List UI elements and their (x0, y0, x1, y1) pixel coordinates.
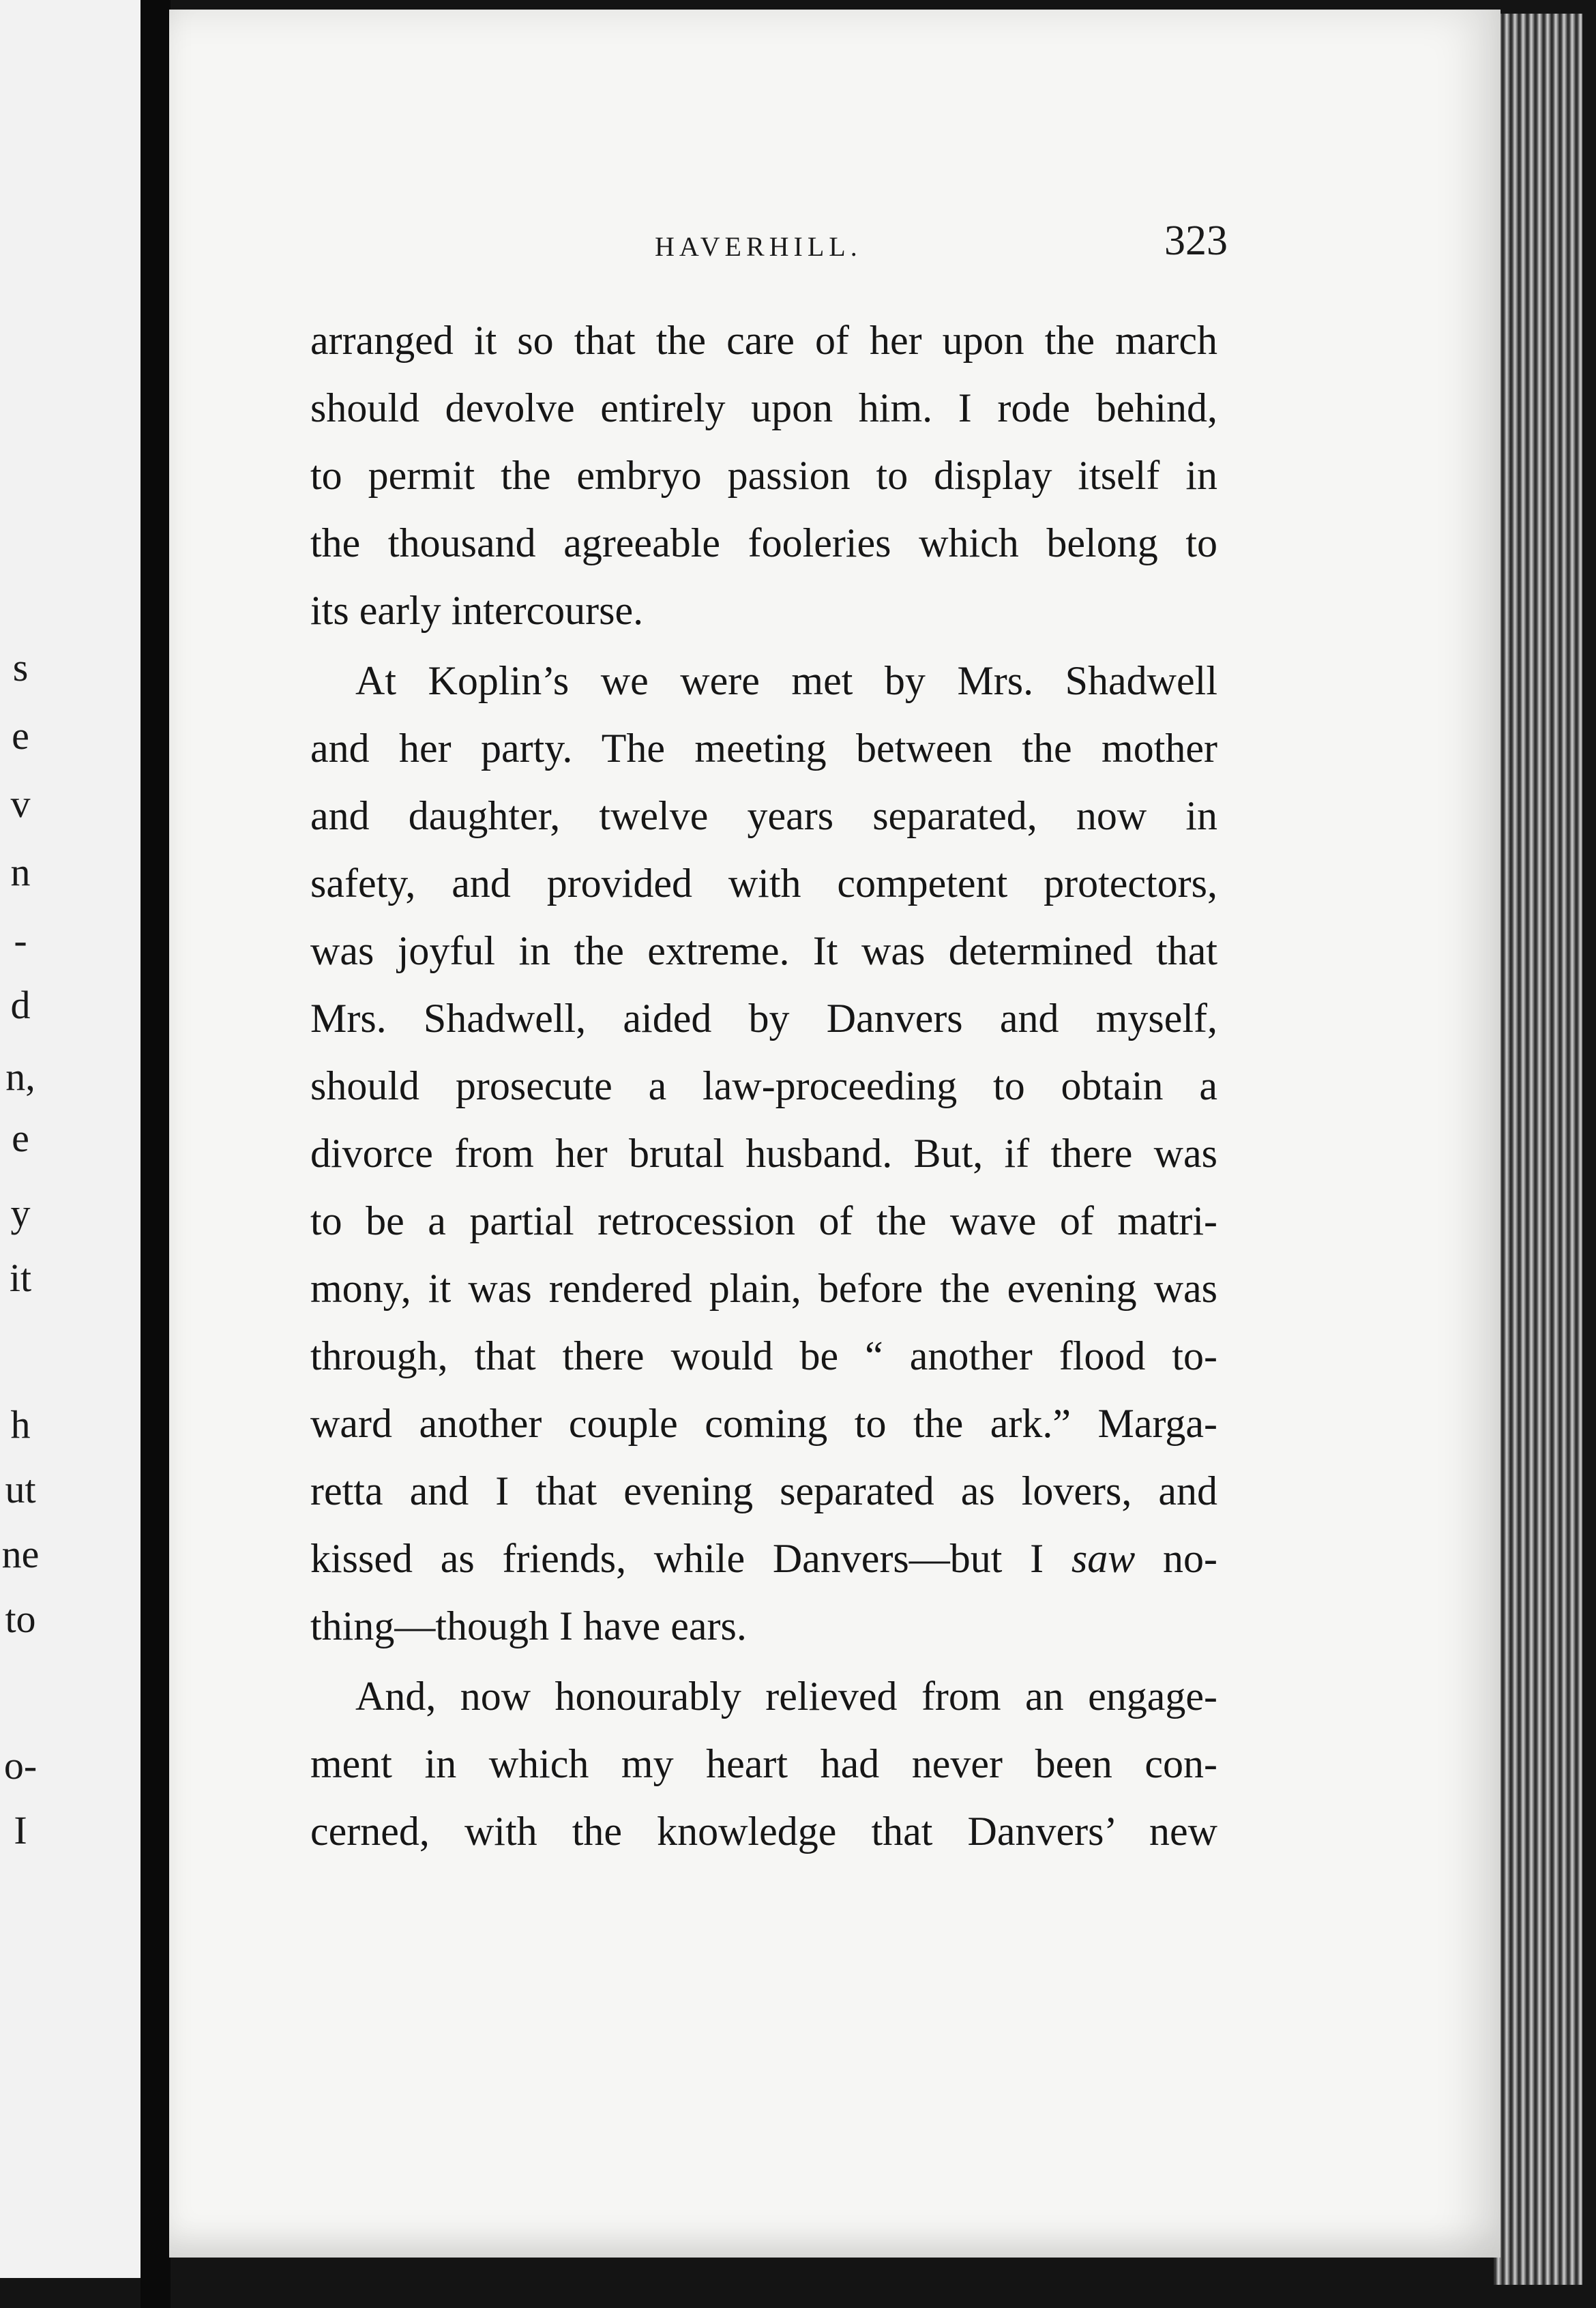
left-page-fragment: n (10, 850, 31, 894)
left-page-fragment: ne (1, 1532, 40, 1576)
left-page-fragment: n, (5, 1054, 35, 1099)
left-page-fragment: s (12, 645, 29, 690)
text-line: cerned, with the knowledge that Danvers’ new (310, 1809, 1217, 1854)
paragraph-3 (310, 1663, 1217, 1865)
text-line: and her party. The meeting between the mother (310, 726, 1217, 771)
text-line: was joyful in the extreme. It was determined that (310, 928, 1217, 973)
paragraph-2 (310, 647, 1217, 1660)
text-line: At Koplin’s we were met by Mrs. Shadwell (355, 658, 1217, 703)
running-head: HAVERHILL. (655, 231, 862, 262)
text-line: should prosecute a law-proceeding to obtain a (310, 1063, 1217, 1108)
text-line: to permit the embryo passion to display itself in (310, 453, 1217, 498)
text-segment: kissed as friends, while Danvers—but I (310, 1536, 1044, 1581)
text-line: arranged it so that the care of her upon the march (310, 318, 1217, 363)
left-page-fragment: to (5, 1597, 36, 1641)
text-line: ment in which my heart had never been con- (310, 1741, 1217, 1786)
left-page-fragment: e (12, 713, 29, 758)
left-page-fragment: e (12, 1116, 29, 1160)
left-page-fragment: y (10, 1191, 31, 1235)
left-page-fragment: o- (3, 1743, 38, 1788)
text-line: mony, it was rendered plain, before the evening was (310, 1266, 1217, 1311)
text-line-with-italic (310, 1525, 1217, 1593)
text-line: the thousand agreeable fooleries which belong to (310, 520, 1217, 565)
paragraph-1 (310, 307, 1217, 645)
left-page-fragment: - (14, 918, 27, 962)
body-text (310, 307, 1217, 1865)
text-line: its early intercourse. (310, 588, 644, 633)
text-line: thing—though I have ears. (310, 1603, 747, 1648)
left-page-fragment: it (9, 1256, 32, 1300)
text-line: Mrs. Shadwell, aided by Danvers and myself, (310, 996, 1217, 1041)
text-segment: no- (1163, 1536, 1217, 1581)
text-line: retta and I that evening separated as lovers, and (310, 1468, 1217, 1513)
text-line: safety, and provided with competent protectors, (310, 861, 1217, 906)
left-page-fragment: ut (5, 1467, 36, 1511)
left-page-fragment: d (10, 983, 31, 1027)
text-line: divorce from her brutal husband. But, if there was (310, 1131, 1217, 1176)
page-number: 323 (1164, 218, 1228, 264)
text-line: through, that there would be “ another flood to- (310, 1333, 1217, 1378)
text-line: should devolve entirely upon him. I rode behind, (310, 385, 1217, 430)
left-page-fragment: h (10, 1402, 31, 1447)
page-edges (1494, 14, 1582, 2285)
book-spine (141, 0, 171, 2308)
text-line: and daughter, twelve years separated, now in (310, 793, 1217, 838)
italic-word: saw (1071, 1536, 1136, 1581)
left-page-fragment: v (10, 782, 31, 826)
text-line: to be a partial retrocession of the wave of matri- (310, 1198, 1217, 1243)
left-page-fragment: I (14, 1808, 27, 1852)
page-header (314, 217, 1228, 278)
text-line: ward another couple coming to the ark.” Marga- (310, 1401, 1217, 1446)
text-line: And, now honourably relieved from an engage- (355, 1674, 1217, 1719)
